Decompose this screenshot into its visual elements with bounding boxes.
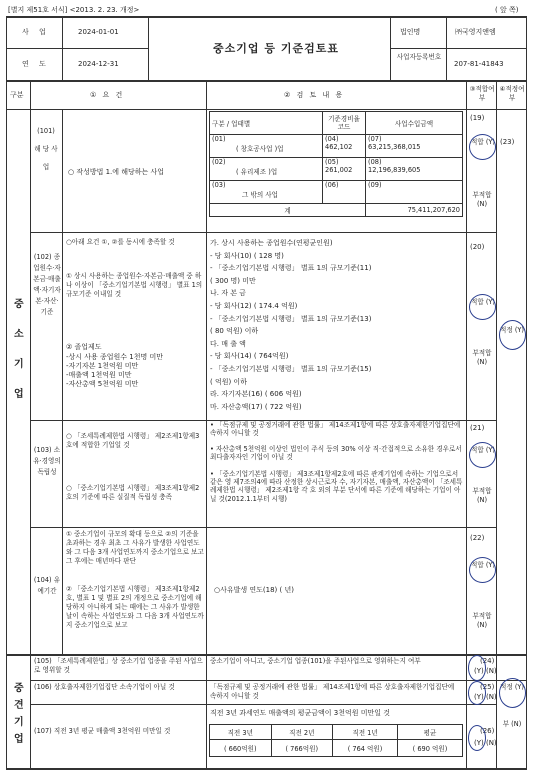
- r102-intro: ○아래 요건 ①, ②를 동시에 충족할 것: [66, 238, 175, 246]
- r106-yn: (Y) (N): [474, 693, 497, 701]
- r101-e2-no: (02): [212, 158, 226, 166]
- frame-top: [6, 16, 527, 18]
- r102-code: (102) 종업원수·자본금·매출액·자기자본·자산·기준: [33, 253, 61, 316]
- section-mid: 중견기업: [14, 683, 24, 745]
- r102-adequate-circle: [499, 320, 526, 350]
- r103-review3: • 「중소기업기본법 시행령」 제3조제1항제2호에 따른 관계기업에 속하는 기업으로서 같은 영 제7조의4에 따라 산정한 상시근로자 수, 자기자본, 매출액, 자산총액이 「조세특례제한법 시행령」 제2조제1항 각 호 외의 부분 단서에 따른 기준에 해당하는 기업이 아닐 것(2012.1.1부터 시행): [210, 470, 463, 503]
- r102-adequate: 적정 (Y): [499, 326, 524, 334]
- r103-req1: ○ 「조세특례제한법 시행령」 제2조제1항제3호에 적합한 기업일 것: [66, 432, 200, 449]
- r101-adequate-no: (23): [500, 138, 515, 146]
- r101-e2-name: ( 유리제조 )업: [236, 168, 278, 176]
- r101-unfit: 부적합 (N): [472, 191, 492, 208]
- r106-y-circle: [468, 681, 486, 705]
- r101-th-code: 기준경비율코드: [323, 112, 366, 135]
- r103-code: (103) 소유·경영의 독립성: [33, 446, 61, 476]
- mid-inadequate: 부 (N): [502, 720, 522, 728]
- r107-year-1: 직전 3년: [210, 725, 272, 740]
- r102-no-fit: (20): [470, 243, 485, 251]
- r102-review-line: ( 80 억원) 이하: [210, 327, 259, 336]
- r102-review-line: 가. 상시 사용하는 종업원수(연평균인원): [210, 239, 333, 247]
- r103-fit: 적합 (Y): [470, 446, 495, 454]
- biz-no-label: 사업자등록번호: [396, 53, 442, 61]
- r101-e1-code-no: (04): [325, 135, 339, 143]
- r101-fit-circle: [469, 134, 496, 160]
- r104-req2: ② 「중소기업기본법 시행령」 제3조제1항제2호, 별표 1 및 별표 2의 개정으로 중소기업에 해당하지 아니하게 되는 때에는 그 사유가 발생한 날이 속하는 사업연도와 그 다음 3개 사업연도까지 중소기업으로 보고: [66, 585, 204, 629]
- biz-no: 207-81-41843: [454, 60, 504, 68]
- r105-review: 중소기업이 아니고, 중소기업 업종(101)을 주된사업으로 영위하는지 여부: [210, 657, 421, 665]
- form-label: [별지 제51호 서식] <2013. 2. 23. 개정>: [8, 6, 140, 14]
- r102-review-line: - 당 회사(10) ( 128 명): [210, 251, 284, 260]
- r102-unfit: 부적합 (N): [472, 349, 492, 366]
- r101-e2-code: 261,002: [325, 166, 353, 174]
- r104-req1: ① 중소기업이 규모의 확대 등으로 ②의 기준을 초과하는 경우 최초 그 사유가 발생한 사업연도와 그 다음 3개 사업연도까지 중소기업으로 보고 그 후에는 매년마다 판단: [66, 530, 204, 565]
- start-date: 2024-01-01: [78, 28, 119, 36]
- col-fit4: ④적정여부: [499, 85, 525, 102]
- r101-e1-name: ( 창호공사업 )업: [236, 145, 284, 153]
- r101-e2-amount: 12,196,839,605: [368, 166, 421, 174]
- frame-bottom: [6, 768, 527, 770]
- r104-fit-circle: [469, 557, 496, 583]
- r102-review-line: - 당 회사(14) ( 764억원): [210, 352, 289, 361]
- r106-review: 「독점규제 및 공정거래에 관한 법률」 제14조제1항에 따른 상호출자제한기업집단에 속하지 아니할 것: [210, 683, 455, 700]
- r107-review: 직전 3년 과세연도 매출액의 평균금액이 3천억원 미만일 것: [210, 709, 391, 717]
- r102-review-line: - 「중소기업기본법 시행령」 별표 1의 규모기준(11): [210, 264, 372, 273]
- r102-review-line: ( 억원) 이하: [210, 377, 247, 386]
- r102-req2-item1: -상시 사용 종업원수 1천명 미만: [66, 353, 164, 361]
- r102-review-line: - 「중소기업기본법 시행령」 별표 1의 규모기준(15): [210, 364, 372, 373]
- r107-y-circle: [468, 725, 486, 751]
- mid-adequate: 적정 (Y): [499, 683, 524, 691]
- section-sme: 중소기업: [14, 299, 24, 400]
- r103-unfit: 부적합 (N): [472, 487, 492, 504]
- year-label2: 연 도: [22, 60, 50, 68]
- r102-review-line: 마. 자산총액(17) ( 722 억원): [210, 402, 302, 411]
- r107-value-1: ( 660억원): [210, 740, 272, 757]
- r102-review: [210, 237, 371, 413]
- r101-total: 75,411,207,620: [366, 204, 463, 217]
- r102-fit-circle: [469, 294, 496, 320]
- r102-review-line: 라. 자기자본(16) ( 606 억원): [210, 390, 302, 399]
- r101-requirement: ○ 작성방법 1.에 해당하는 사업: [68, 168, 165, 176]
- r104-review: ○사유발생 연도(18) ( 년): [214, 586, 294, 594]
- r102-req2-item4: -자산총액 5천억원 미만: [66, 380, 139, 388]
- r107-year-2: 직전 2년: [271, 725, 333, 740]
- corp-name: ㈜국영지앤엠: [455, 28, 496, 36]
- r107-year-3: 직전 1년: [333, 725, 398, 740]
- r104-no-fit: (22): [470, 534, 485, 542]
- r107-no: (26): [480, 727, 495, 735]
- r105-no: (24): [480, 657, 495, 665]
- r102-fit: 적합 (Y): [470, 298, 495, 306]
- r107-code: (107) 직전 3년 평균 매출액 3천억원 미만일 것: [34, 727, 171, 735]
- r107-revenue-table: [209, 724, 463, 757]
- r101-e1-amount: 63,215,368,015: [368, 143, 421, 151]
- r105-yn: (Y) (N): [474, 667, 497, 675]
- r101-e1-amt-no: (07): [368, 135, 382, 143]
- r103-review2: • 자산총액 5천억원 이상인 법인이 주식 등의 30% 이상 직·간접적으로 소유한 경우로서 최다출자자인 기업이 아닐 것: [210, 445, 462, 462]
- r107-year-avg: 평균: [398, 725, 463, 740]
- r102-review-line: 다. 매 출 액: [210, 339, 246, 348]
- r101-th-amount: 사업수입금액: [366, 112, 463, 135]
- r107-value-3: ( 764 억원): [333, 740, 398, 757]
- r101-fit: 적합 (Y): [470, 138, 495, 146]
- frame-header-bottom: [6, 80, 527, 82]
- r107-value-avg: ( 690 억원): [398, 740, 463, 757]
- r101-e2-code-no: (05): [325, 158, 339, 166]
- r104-code: (104) 유예기간: [33, 576, 61, 595]
- r101-business-table: [209, 111, 463, 217]
- r103-req2: ○ 「중소기업기본법 시행령」 제3조제1항제2호의 기준에 따른 실질적 독립성 충족: [66, 484, 200, 501]
- r102-req1: ① 상시 사용하는 종업원수·자본금·매출액 중 하나 이상이 「중소기업기본법 시행령」 별표 1의 규모기준 이내일 것: [66, 272, 203, 298]
- col-fit3: ③적합여부: [469, 85, 495, 102]
- r102-review-line: 나. 자 본 금: [210, 289, 246, 298]
- corp-name-label: 법인명: [400, 28, 421, 36]
- r105-code: (105) 「조세특례제한법」상 중소기업 업종을 주된 사업으로 영위할 것: [34, 657, 203, 674]
- year-label: 사 업: [22, 28, 50, 36]
- col-category: 구분: [10, 91, 24, 99]
- page-side-label: ( 앞 쪽): [495, 6, 519, 14]
- r101-e1-code: 462,102: [325, 143, 353, 151]
- r101-code: (101) 해 당 사 업: [34, 127, 58, 171]
- r106-no: (25): [480, 683, 495, 691]
- r103-fit-circle: [469, 442, 496, 468]
- r103-review1: • 「독점규제 및 공정거래에 관한 법률」 제14조제1항에 따른 상호출자제한기업집단에 속하지 아니할 것: [210, 421, 461, 438]
- r101-e3-name: 그 밖의 사업: [242, 191, 279, 199]
- r102-req2-item2: -자기자본 1천억원 미만: [66, 362, 139, 370]
- r103-no-fit: (21): [470, 424, 485, 432]
- r101-e1-no: (01): [212, 135, 226, 143]
- r101-e3-amt-no: (09): [368, 181, 382, 189]
- r102-req2-title: ② 졸업제도: [66, 343, 102, 351]
- r101-no-fit: (19): [470, 114, 485, 122]
- col-requirements: ① 요 건: [90, 91, 125, 99]
- r105-y-circle: [468, 655, 486, 681]
- r101-e3-code-no: (06): [325, 181, 339, 189]
- r104-unfit: 부적합 (N): [472, 612, 492, 629]
- r107-yn: (Y) (N): [474, 739, 497, 747]
- r101-e3-no: (03): [212, 181, 226, 189]
- r107-value-2: ( 766억원): [271, 740, 333, 757]
- end-date: 2024-12-31: [78, 60, 119, 68]
- r102-review-line: - 「중소기업기본법 시행령」 별표 1의 규모기준(13): [210, 314, 372, 323]
- r106-code: (106) 상호출자제한기업집단 소속기업이 아닐 것: [34, 683, 175, 691]
- r101-e2-amt-no: (08): [368, 158, 382, 166]
- r102-review-line: ( 300 명) 미만: [210, 276, 256, 285]
- form-title: 중소기업 등 기준검토표: [213, 42, 339, 55]
- r104-fit: 적합 (Y): [470, 561, 495, 569]
- mid-adequate-circle: [499, 678, 526, 708]
- col-review: ② 검 토 내 용: [284, 91, 345, 99]
- r102-req2-item3: -매출액 1천억원 미만: [66, 371, 132, 379]
- r102-review-line: - 당 회사(12) ( 174.4 억원): [210, 301, 298, 310]
- r101-th-type: 구분 / 업태별: [210, 112, 323, 135]
- r101-total-label: 계: [210, 204, 366, 217]
